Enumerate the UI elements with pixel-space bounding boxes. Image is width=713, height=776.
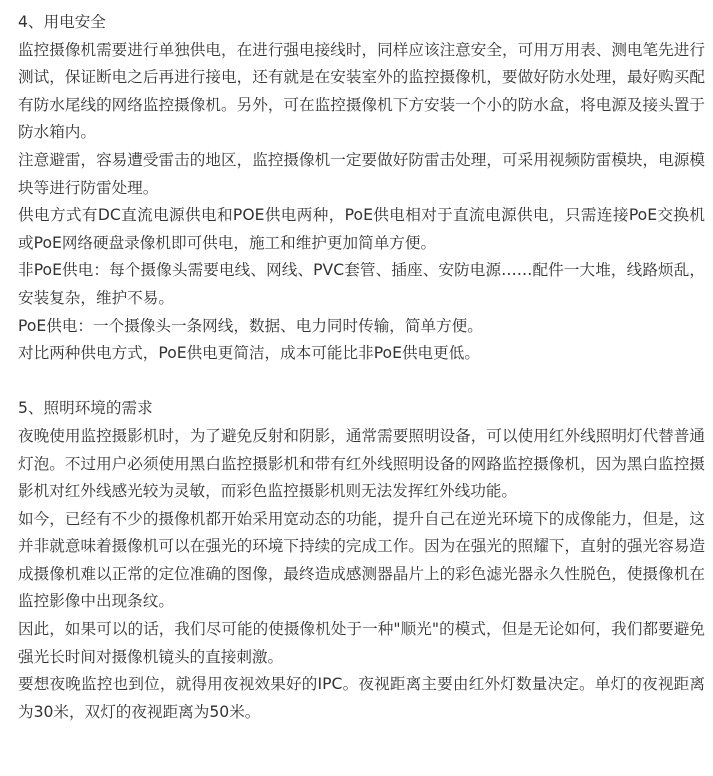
- paragraph-non-poe: 非PoE供电：每个摄像头需要电线、网线、PVC套管、插座、安防电源……配件一大堆，线路烦乱，安装复杂，维护不易。: [18, 261, 705, 307]
- section-heading-power-safety: 4、用电安全: [18, 13, 106, 31]
- paragraph-night-lighting: 夜晚使用监控摄影机时，为了避免反射和阴影，通常需要照明设备，可以使用红外线照明灯代替普通灯泡。不过用户必须使用黑白监控摄影机和带有红外线照明设备的网路监控摄像机，因为黑白监控摄影机对红外线感光较为灵敏，而彩色监控摄影机则无法发挥红外线功能。: [18, 426, 705, 501]
- paragraph-power-supply: 监控摄像机需要进行单独供电，在进行强电接线时，同样应该注意安全，可用万用表、测电笔先进行测试，保证断电之后再进行接电，还有就是在安装室外的监控摄像机，要做好防水处理，最好购买配有防水尾线的网络监控摄像机。另外，可在监控摄像机下方安装一个小的防水盒，将电源及接头置于防水箱内。: [18, 40, 705, 142]
- paragraph-lightning: 注意避雷，容易遭受雷击的地区，监控摄像机一定要做好防雷击处理，可采用视频防雷模块，电源模块等进行防雷处理。: [18, 150, 705, 197]
- paragraph-poe: PoE供电：一个摄像头一条网线，数据、电力同时传输，简单方便。: [18, 316, 483, 335]
- paragraph-wide-dynamic: 如今，已经有不少的摄像机都开始采用宽动态的功能，提升自己在逆光环境下的成像能力，但是，这并非就意味着摄像机可以在强光的环境下持续的完成工作。因为在强光的照耀下，直射的强光容易造成摄像机难以正常的定位准确的图像，最终造成感测器晶片上的彩色滤光器永久性脱色，使摄像机在监控影像中出现条纹。: [18, 509, 705, 611]
- section-spacer: [18, 368, 705, 396]
- paragraph-power-methods: 供电方式有DC直流电源供电和POE供电两种，PoE供电相对于直流电源供电，只需连接PoE交换机或PoE网络硬盘录像机即可供电，施工和维护更加简单方便。: [18, 206, 705, 252]
- paragraph-night-vision: 要想夜晚监控也到位，就得用夜视效果好的IPC。夜视距离主要由红外灯数量决定。单灯的夜视距离为30米，双灯的夜视距离为50米。: [18, 675, 705, 721]
- paragraph-comparison: 对比两种供电方式，PoE供电更简洁，成本可能比非PoE供电更低。: [18, 344, 480, 363]
- section-heading-lighting: 5、照明环境的需求: [18, 399, 153, 418]
- paragraph-front-light: 因此，如果可以的话，我们尽可能的使摄像机处于一种"顺光"的模式，但是无论如何，我们都要避免强光长时间对摄像机镜头的直接刺激。: [18, 620, 705, 666]
